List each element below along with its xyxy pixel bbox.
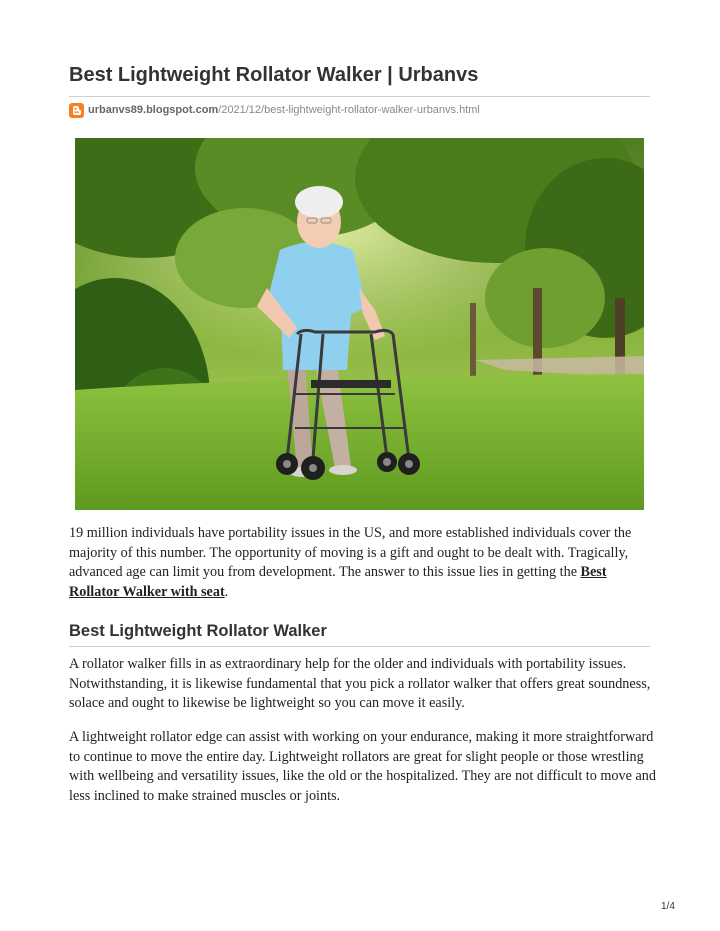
source-path[interactable]: /2021/12/best-lightweight-rollator-walker-urbanvs.html: [218, 104, 480, 116]
source-url-row[interactable]: [69, 102, 480, 118]
page-title: Best Lightweight Rollator Walker | Urbanvs: [69, 64, 479, 86]
section-heading: Best Lightweight Rollator Walker: [69, 622, 327, 640]
source-domain[interactable]: urbanvs89.blogspot.com: [88, 104, 219, 116]
rollator-walker-with-seat-link[interactable]: Best Rollator Walker with seat: [69, 564, 607, 600]
blogger-icon: [69, 103, 84, 118]
intro-text: 19 million individuals have portability issues in the US, and more established individuals cover the majority of this number. The opportunity of moving is a gift and ought to be dealt with. Tragically, advanced age can limit you from development. The answer to this issue lies in getting the: [69, 525, 632, 580]
hero-photo: [75, 138, 644, 510]
section-paragraph-1: A rollator walker fills in as extraordinary help for the older and individuals with portability issues. Notwithstanding, it is likewise fundamental that you pick a rollator walker that offers great soundness, solace and ought to likewise be lightweight so you can move it easily.: [69, 656, 651, 711]
park-scene-illustration: [75, 138, 644, 510]
intro-text-end: .: [224, 583, 229, 600]
section-divider: [69, 646, 650, 647]
source-url[interactable]: [88, 104, 480, 116]
intro-paragraph: [69, 524, 659, 602]
title-divider: [69, 96, 650, 97]
page-indicator: 1/4: [661, 901, 675, 912]
section-paragraph-2: A lightweight rollator edge can assist with working on your endurance, making it more straightforward to continue to move the entire day. Lightweight rollators are great for slight people or those wrestling with wellbeing and versatility issues, like the old or the hospitalized. They are not difficult to move and less inclined to make strained muscles or joints.: [69, 729, 656, 804]
